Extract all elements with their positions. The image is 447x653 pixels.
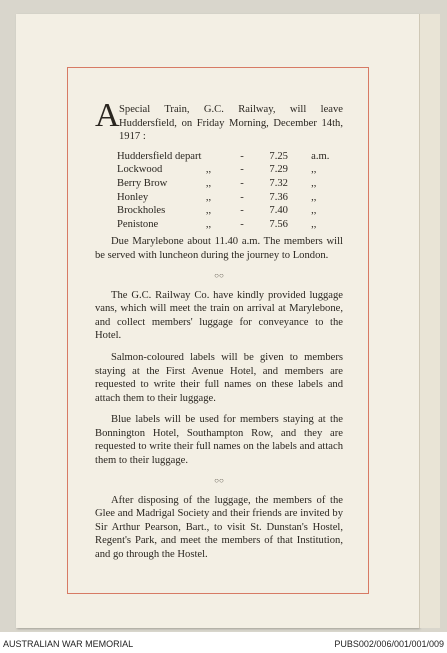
timetable-station: Lockwood bbox=[117, 164, 163, 176]
timetable-station: Penistone bbox=[117, 218, 159, 230]
timetable-tick: - bbox=[240, 205, 244, 217]
timetable-row bbox=[117, 218, 343, 232]
section-separator: ○○ bbox=[214, 270, 224, 280]
timetable-row bbox=[117, 177, 343, 191]
timetable-station: Huddersfield depart bbox=[117, 150, 202, 162]
drop-cap: A bbox=[95, 97, 120, 134]
timetable-time: 7.56 bbox=[269, 218, 288, 230]
timetable-row bbox=[117, 191, 343, 205]
blue-labels-paragraph: Blue labels will be used for members staying at the Bonnington Hotel, Southampton Row, and they are requested to write their full names on the labels and attach them to their luggage. bbox=[95, 414, 343, 467]
timetable-tick: - bbox=[240, 164, 244, 176]
timetable-ditto: ,, bbox=[205, 164, 212, 176]
timetable-tick: - bbox=[240, 218, 244, 230]
archive-name: AUSTRALIAN WAR MEMORIAL bbox=[3, 639, 134, 649]
timetable-tick: - bbox=[240, 150, 244, 162]
paper-fold-edge bbox=[419, 14, 440, 628]
timetable-ditto: ,, bbox=[205, 191, 212, 203]
timetable-station: Honley bbox=[117, 191, 149, 203]
timetable-station: Brockholes bbox=[117, 205, 166, 217]
timetable-ditto bbox=[206, 150, 240, 164]
intro-text: Special Train, G.C. Railway, will leave Huddersfield, on Friday Morning, December 14th, 1917 : bbox=[119, 104, 343, 143]
timetable-tick: - bbox=[240, 191, 244, 203]
salmon-labels-paragraph: Salmon-coloured labels will be given to members staying at the First Avenue Hotel, and members are requested to write their full names on these labels and attach them to their luggage. bbox=[95, 351, 343, 404]
luggage-paragraph: The G.C. Railway Co. have kindly provided luggage vans, which will meet the train on arrival at Marylebone, and collect members' luggage for conveyance to the Hotel. bbox=[95, 289, 343, 342]
timetable-unit: ,, bbox=[311, 164, 317, 176]
intro-block bbox=[95, 97, 343, 144]
timetable-ditto: ,, bbox=[205, 177, 212, 189]
arrival-paragraph: Due Marylebone about 11.40 a.m. The members will be served with luncheon during the journey to London. bbox=[95, 236, 343, 261]
timetable-unit: ,, bbox=[311, 218, 317, 230]
train-timetable bbox=[117, 150, 343, 232]
timetable-unit: ,, bbox=[311, 205, 317, 217]
timetable-ditto: ,, bbox=[205, 218, 212, 230]
timetable-unit: a.m. bbox=[311, 150, 330, 162]
timetable-row bbox=[117, 150, 343, 164]
archive-reference: PUBS002/006/001/001/009 bbox=[334, 639, 444, 649]
timetable-time: 7.36 bbox=[269, 191, 288, 203]
timetable-time: 7.25 bbox=[269, 150, 288, 162]
timetable-unit: ,, bbox=[311, 191, 317, 203]
timetable-time: 7.40 bbox=[269, 205, 288, 217]
timetable-unit: ,, bbox=[311, 177, 317, 189]
section-separator: ○○ bbox=[214, 475, 224, 485]
timetable-time: 7.32 bbox=[269, 177, 288, 189]
document-body bbox=[95, 97, 343, 570]
visit-paragraph: After disposing of the luggage, the members of the Glee and Madrigal Society and their friends are invited by Sir Arthur Pearson, Bart., to visit St. Dunstan's Hostel, Regent's Park, and meet the members of that Institution, and go through the Hostel. bbox=[95, 494, 343, 561]
timetable-station: Berry Brow bbox=[117, 177, 168, 189]
timetable-tick: - bbox=[240, 177, 244, 189]
archive-footer bbox=[0, 636, 447, 653]
timetable-row bbox=[117, 163, 343, 177]
timetable-time: 7.29 bbox=[269, 164, 288, 176]
timetable-ditto: ,, bbox=[205, 205, 212, 217]
timetable-row bbox=[117, 204, 343, 218]
